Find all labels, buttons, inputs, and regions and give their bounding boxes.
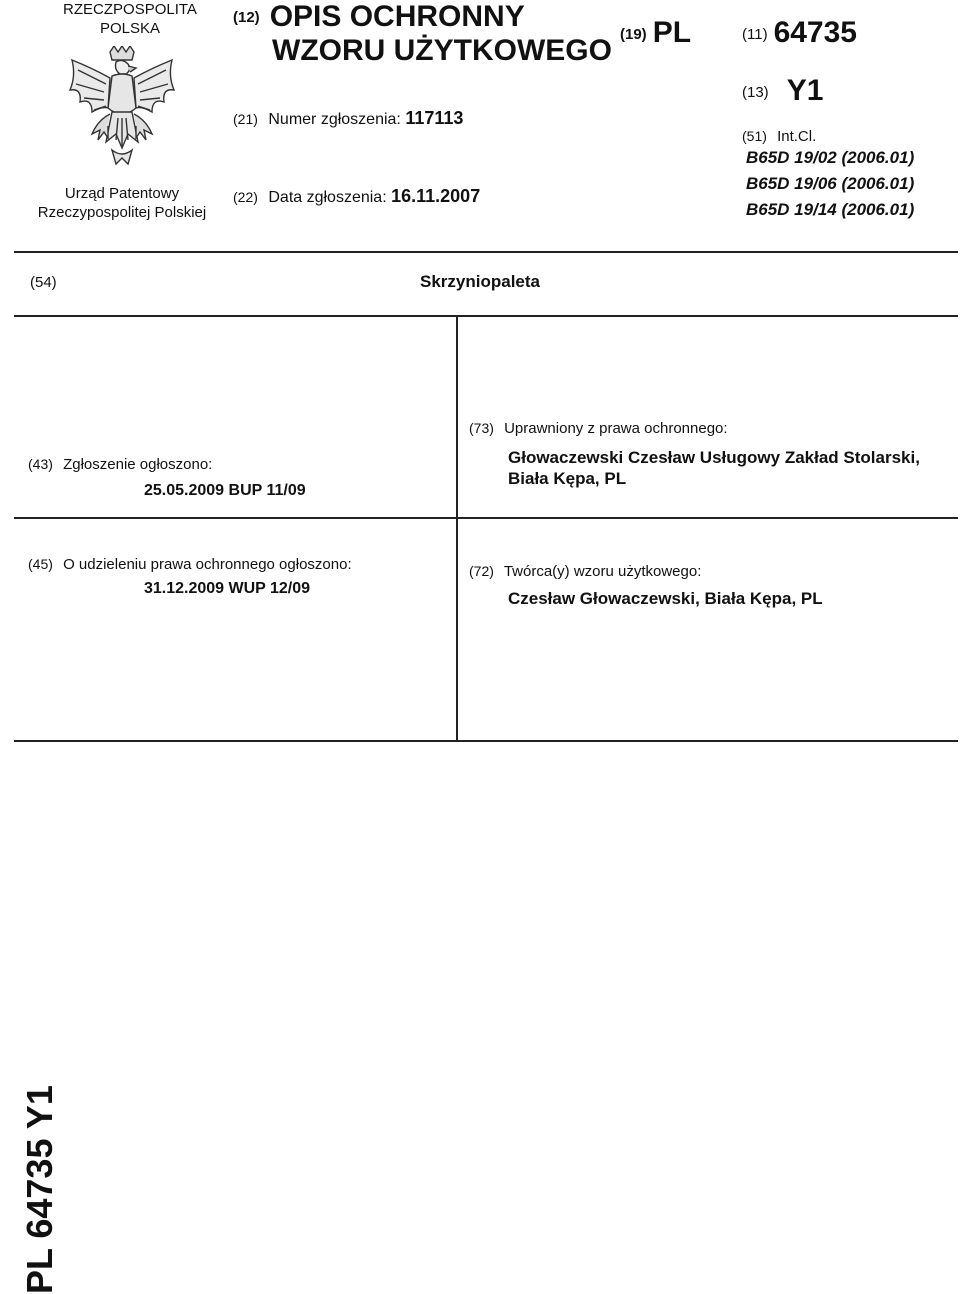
application-number-value: 117113 <box>405 108 464 128</box>
grant-label: O udzieleniu prawa ochronnego ogłoszono: <box>63 556 352 573</box>
title-field-code: (54) <box>30 274 57 291</box>
application-number-code: (21) <box>233 111 258 127</box>
application-date-value: 16.11.2007 <box>391 186 481 206</box>
publication-notice <box>28 456 212 473</box>
owner-label: Uprawniony z prawa ochronnego: <box>504 420 728 437</box>
creator-heading <box>469 563 701 580</box>
publication-number-value: 64735 <box>773 16 857 49</box>
country-code <box>620 16 691 50</box>
side-document-id: PL 64735 Y1 <box>19 1085 60 1294</box>
grant-notice <box>28 556 352 573</box>
office-line-2: Rzeczypospolitej Polskiej <box>37 204 207 221</box>
column-divider <box>456 316 458 741</box>
creator-code: (72) <box>469 563 494 579</box>
divider-middle <box>14 517 958 519</box>
int-cl-label: Int.Cl. <box>777 128 817 145</box>
owner-line-1: Głowaczewski Czesław Usługowy Zakład Stolarski, <box>508 448 920 467</box>
title-line-2: WZORU UŻYTKOWEGO <box>272 34 612 67</box>
application-number-label: Numer zgłoszenia: <box>268 111 401 128</box>
owner-heading <box>469 420 728 437</box>
application-number <box>233 108 463 129</box>
kind-code <box>742 74 823 108</box>
publication-notice-code: (43) <box>28 456 53 472</box>
ipc-class-3: B65D 19/14 (2006.01) <box>746 200 915 219</box>
country-line-2: POLSKA <box>99 20 161 37</box>
ipc-class-1: B65D 19/02 (2006.01) <box>746 148 915 167</box>
publication-notice-label: Zgłoszenie ogłoszono: <box>63 456 213 473</box>
grant-value: 31.12.2009 WUP 12/09 <box>144 580 311 597</box>
creator-value: Czesław Głowaczewski, Biała Kępa, PL <box>508 589 823 608</box>
owner-code: (73) <box>469 420 494 436</box>
creator-label: Twórca(y) wzoru użytkowego: <box>503 563 702 580</box>
country-code-value: PL <box>652 16 692 49</box>
eagle-emblem-icon <box>62 46 182 170</box>
owner-line-2: Biała Kępa, PL <box>508 469 627 488</box>
country-code-label: (19) <box>620 26 647 43</box>
ipc-class-2: B65D 19/06 (2006.01) <box>746 174 915 193</box>
title-field-text: Skrzyniopaleta <box>420 272 540 291</box>
patent-office-name <box>24 184 220 222</box>
title-code: (12) <box>233 9 260 26</box>
kind-code-label: (13) <box>742 84 769 101</box>
country-line-1: RZECZPOSPOLITA <box>63 1 197 18</box>
publication-notice-value: 25.05.2009 BUP 11/09 <box>144 482 306 499</box>
divider-top <box>14 251 958 253</box>
title-line-1: OPIS OCHRONNY <box>269 0 525 33</box>
int-cl-code: (51) <box>742 128 767 144</box>
int-cl-heading <box>742 128 816 145</box>
application-date-code: (22) <box>233 189 258 205</box>
divider-title <box>14 315 958 317</box>
country-name <box>30 0 230 38</box>
publication-number <box>742 16 857 50</box>
divider-bottom <box>14 740 958 742</box>
kind-code-value: Y1 <box>786 74 824 107</box>
grant-code: (45) <box>28 556 53 572</box>
publication-number-label: (11) <box>742 26 768 43</box>
owner-value <box>508 447 948 489</box>
application-date-label: Data zgłoszenia: <box>268 189 387 206</box>
application-date <box>233 186 480 207</box>
office-line-1: Urząd Patentowy <box>64 185 180 202</box>
